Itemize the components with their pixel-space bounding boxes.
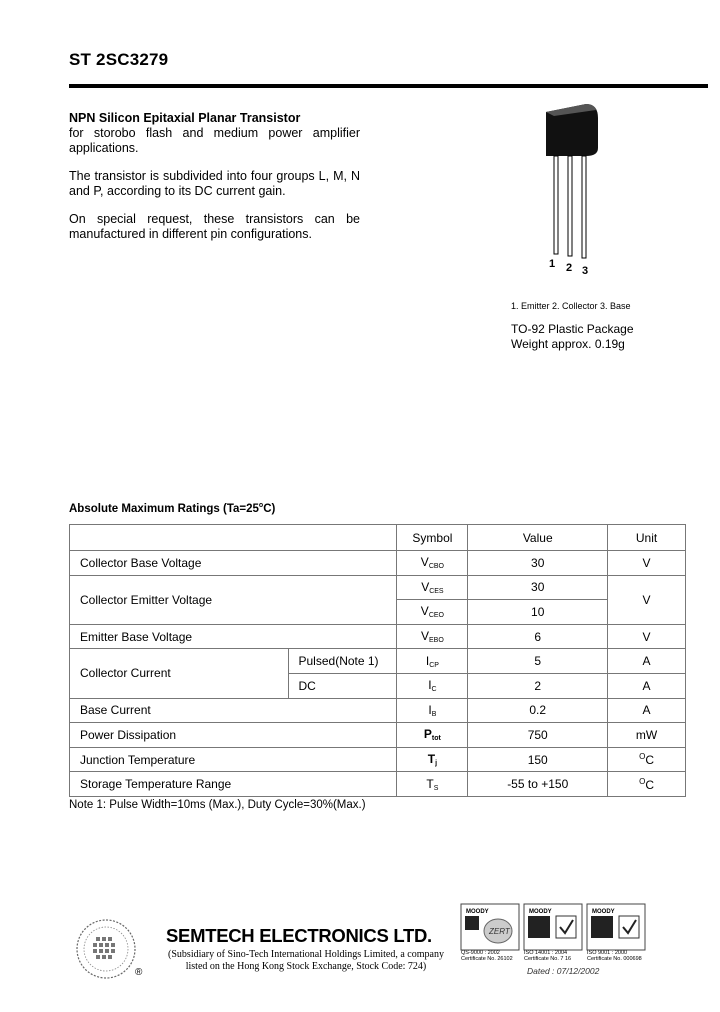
degree-mark: O bbox=[639, 776, 646, 786]
semtech-logo-icon bbox=[75, 918, 137, 980]
symbol-main: I bbox=[428, 678, 432, 693]
package-info bbox=[511, 322, 634, 352]
symbol-cell bbox=[397, 575, 468, 600]
header-rule bbox=[69, 84, 708, 88]
cert-caption-2 bbox=[524, 950, 584, 962]
pin-legend: 1. Emitter 2. Collector 3. Base bbox=[511, 301, 631, 311]
intro-heading: NPN Silicon Epitaxial Planar Transistor bbox=[69, 111, 301, 125]
symbol-main: T bbox=[427, 752, 436, 767]
pin-2-label: 2 bbox=[566, 262, 573, 274]
value-cell: 6 bbox=[468, 624, 608, 649]
intro-paragraph-1 bbox=[69, 126, 360, 156]
value-cell: 150 bbox=[468, 747, 608, 772]
unit-cell: A bbox=[608, 698, 686, 723]
param-cell: Collector Current bbox=[70, 649, 289, 698]
unit-cell: A bbox=[608, 673, 686, 698]
unit-header: Unit bbox=[608, 525, 686, 551]
symbol-sub: CBO bbox=[428, 563, 444, 571]
degree-mark: o bbox=[258, 502, 264, 509]
cert-caption-3 bbox=[587, 950, 649, 962]
pin-2-lead bbox=[568, 156, 572, 256]
table-row bbox=[70, 624, 686, 649]
pin-3-lead bbox=[582, 156, 586, 258]
cert-badge-iso9001 bbox=[587, 904, 645, 950]
condition-cell: Pulsed(Note 1) bbox=[288, 649, 397, 674]
cert-brand-label: MOODY bbox=[466, 909, 489, 915]
to92-package-drawing bbox=[540, 100, 610, 260]
svg-text:ZERT: ZERT bbox=[489, 927, 510, 936]
subsidiary-line-2: listed on the Hong Kong Stock Exchange, Stock Code: 724) bbox=[185, 961, 427, 972]
symbol-sub: CP bbox=[429, 661, 439, 669]
param-header bbox=[70, 525, 397, 551]
symbol-sub: j bbox=[435, 760, 438, 768]
symbol-sub: tot bbox=[431, 735, 441, 743]
cert-brand-label: MOODY bbox=[592, 909, 615, 915]
intro-paragraph-3: On special request, these transistors can be manufactured in different pin configurations. bbox=[69, 212, 360, 241]
intro-line-2: applications. bbox=[69, 141, 139, 155]
value-header: Value bbox=[468, 525, 608, 551]
cert-caption-number: Certificate No. 7 16 bbox=[524, 956, 572, 962]
dated-label: Dated : 07/12/2002 bbox=[527, 966, 600, 976]
symbol-main: I bbox=[428, 702, 432, 717]
unit-cell bbox=[608, 772, 686, 797]
ratings-title-text: Absolute Maximum Ratings (Ta=25 bbox=[69, 502, 259, 515]
value-cell: 30 bbox=[468, 575, 608, 600]
table-row bbox=[70, 747, 686, 772]
value-cell: 30 bbox=[468, 551, 608, 576]
intro-paragraph-2: The transistor is subdivided into four groups L, M, N and P, according to its DC current gain. bbox=[69, 169, 360, 198]
cert-brand-label: MOODY bbox=[529, 909, 552, 915]
pin-3-label: 3 bbox=[582, 265, 589, 277]
symbol-cell bbox=[397, 673, 468, 698]
param-cell: Junction Temperature bbox=[70, 747, 397, 772]
value-cell: 5 bbox=[468, 649, 608, 674]
symbol-header: Symbol bbox=[397, 525, 468, 551]
symbol-cell bbox=[397, 698, 468, 723]
page-title: ST 2SC3279 bbox=[69, 50, 169, 69]
symbol-sub: B bbox=[431, 710, 437, 718]
pin-1-lead bbox=[554, 156, 558, 254]
ratings-title-suffix: C) bbox=[263, 502, 276, 515]
symbol-cell bbox=[397, 723, 468, 748]
value-cell: -55 to +150 bbox=[468, 772, 608, 797]
package-name: TO-92 Plastic Package bbox=[511, 322, 634, 336]
table-header-row bbox=[70, 525, 686, 551]
unit-text: C bbox=[645, 777, 654, 792]
cert-caption-title: QS-9000 : 2002 bbox=[461, 950, 500, 956]
symbol-cell bbox=[397, 772, 468, 797]
symbol-cell bbox=[397, 649, 468, 674]
cert-badge-qs9000 bbox=[461, 904, 519, 950]
cert-badge-iso14001 bbox=[524, 904, 582, 950]
symbol-cell bbox=[397, 600, 468, 625]
symbol-sub: C bbox=[431, 686, 437, 694]
symbol-main: V bbox=[421, 579, 430, 594]
param-cell: Storage Temperature Range bbox=[70, 772, 397, 797]
param-cell: Emitter Base Voltage bbox=[70, 624, 397, 649]
unit-text: C bbox=[645, 753, 654, 768]
unit-cell: mW bbox=[608, 723, 686, 748]
package-weight: Weight approx. 0.19g bbox=[511, 337, 625, 351]
symbol-sub: CES bbox=[429, 587, 444, 595]
ratings-table bbox=[69, 524, 686, 797]
subsidiary-line-1: (Subsidiary of Sino-Tech International Holdings Limited, a company bbox=[168, 949, 444, 960]
value-cell: 0.2 bbox=[468, 698, 608, 723]
intro-block bbox=[69, 111, 360, 255]
symbol-sub: EBO bbox=[429, 637, 444, 645]
ratings-title bbox=[69, 502, 275, 515]
param-cell: Power Dissipation bbox=[70, 723, 397, 748]
value-cell: 750 bbox=[468, 723, 608, 748]
cert-caption-number: Certificate No. 26102 bbox=[461, 956, 513, 962]
symbol-main: V bbox=[420, 629, 429, 644]
cert-caption-title: ISO 9001 : 2000 bbox=[587, 950, 628, 956]
value-cell: 2 bbox=[468, 673, 608, 698]
table-row bbox=[70, 723, 686, 748]
table-row bbox=[70, 575, 686, 600]
value-cell: 10 bbox=[468, 600, 608, 625]
symbol-sub: S bbox=[433, 784, 439, 792]
table-row bbox=[70, 698, 686, 723]
symbol-main: T bbox=[426, 776, 434, 791]
param-cell: Collector Emitter Voltage bbox=[70, 575, 397, 624]
param-cell: Collector Base Voltage bbox=[70, 551, 397, 576]
symbol-cell bbox=[397, 551, 468, 576]
cert-caption-number: Certificate No. 000698 bbox=[587, 956, 642, 962]
condition-cell: DC bbox=[288, 673, 397, 698]
unit-cell bbox=[608, 747, 686, 772]
registered-mark: ® bbox=[135, 967, 143, 978]
unit-cell: V bbox=[608, 575, 686, 624]
unit-cell: V bbox=[608, 551, 686, 576]
symbol-cell bbox=[397, 747, 468, 772]
company-name: SEMTECH ELECTRONICS LTD. bbox=[166, 925, 432, 946]
unit-cell: V bbox=[608, 624, 686, 649]
pin-1-label: 1 bbox=[549, 258, 556, 270]
cert-caption-1 bbox=[461, 950, 521, 962]
table-row bbox=[70, 649, 686, 674]
table-note: Note 1: Pulse Width=10ms (Max.), Duty Cycle=30%(Max.) bbox=[69, 799, 366, 811]
subsidiary-note bbox=[166, 949, 446, 973]
table-row bbox=[70, 551, 686, 576]
symbol-sub: CEO bbox=[428, 612, 444, 620]
symbol-main: V bbox=[420, 604, 429, 619]
intro-line-1: for storobo flash and medium power amplifier bbox=[69, 126, 360, 140]
symbol-main: P bbox=[423, 727, 432, 742]
symbol-main: I bbox=[425, 653, 430, 668]
degree-mark: O bbox=[639, 752, 646, 762]
cert-caption-title: ISO 14001 : 2004 bbox=[524, 950, 568, 956]
table-row bbox=[70, 772, 686, 797]
symbol-main: V bbox=[420, 555, 429, 570]
symbol-cell bbox=[397, 624, 468, 649]
unit-cell: A bbox=[608, 649, 686, 674]
param-cell: Base Current bbox=[70, 698, 397, 723]
